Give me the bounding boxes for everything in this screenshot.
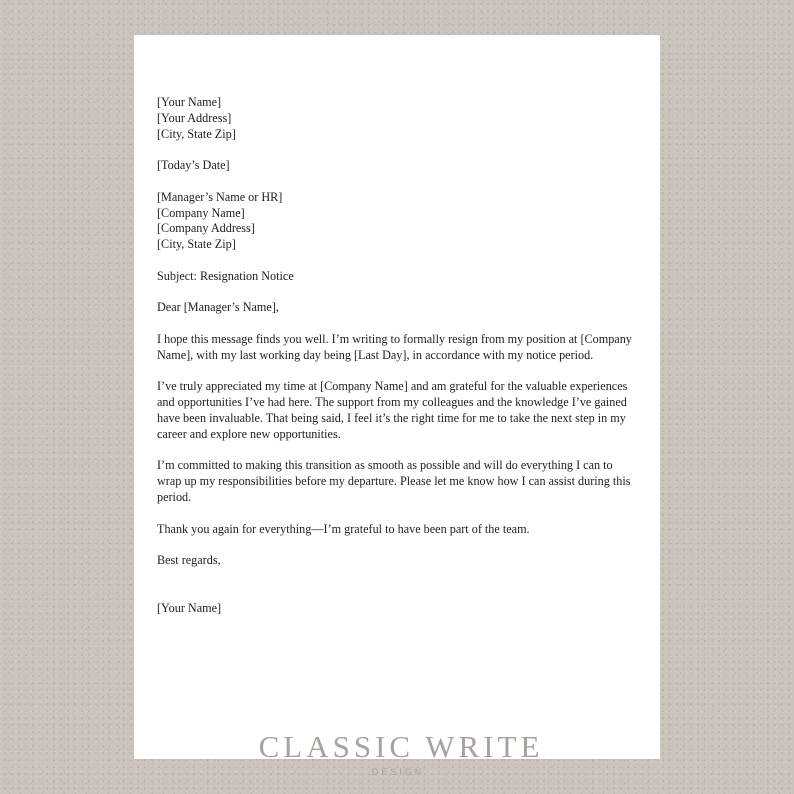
sender-block <box>157 95 637 142</box>
paragraph-appreciation: I’ve truly appreciated my time at [Company Name] and am grateful for the valuable experiences and opportunities I’ve had here. The support from my colleagues and the knowledge I’ve gained have been invaluable. That being said, I feel it’s the right time for me to take the next step in my career and explore new opportunities. <box>157 379 628 441</box>
brand-subtitle: DESIGN <box>371 767 425 777</box>
sender-city: [City, State Zip] <box>157 126 236 141</box>
recipient-block <box>157 190 637 253</box>
letter-page <box>134 35 660 759</box>
letter-subject: Subject: Resignation Notice <box>157 268 294 283</box>
brand-logo <box>0 730 794 778</box>
paragraph-thanks: Thank you again for everything—I’m grateful to have been part of the team. <box>157 521 530 536</box>
letter-date: [Today’s Date] <box>157 158 230 173</box>
letter-body <box>157 95 637 616</box>
paragraph-transition: I’m committed to making this transition as smooth as possible and will do everything I can to wrap up my responsibilities before my departure. Please let me know how I can assist during this period. <box>157 458 631 504</box>
paragraph-intro: I hope this message finds you well. I’m writing to formally resign from my position at [Company Name], with my last working day being [Last Day], in accordance with my notice period. <box>157 331 632 362</box>
letter-closing: Best regards, <box>157 553 221 568</box>
sender-name: [Your Name] <box>157 95 222 109</box>
recipient-name: [Manager’s Name or HR] <box>157 189 283 204</box>
recipient-address: [Company Address] <box>157 221 255 236</box>
letter-signature: [Your Name] <box>157 600 222 615</box>
recipient-company: [Company Name] <box>157 205 245 220</box>
letter-salutation: Dear [Manager’s Name], <box>157 300 279 315</box>
brand-name: CLASSIC WRITE <box>258 729 544 764</box>
recipient-city: [City, State Zip] <box>157 237 236 252</box>
sender-address: [Your Address] <box>157 110 232 125</box>
